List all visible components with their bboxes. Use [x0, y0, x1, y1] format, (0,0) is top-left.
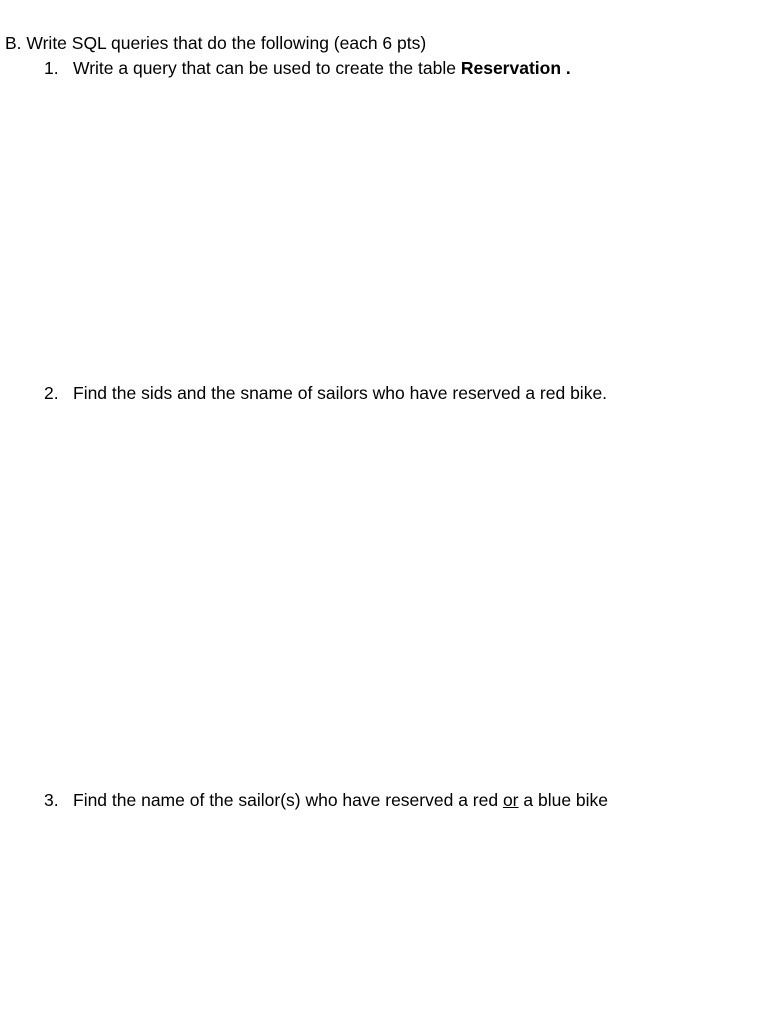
question-1 [44, 60, 571, 78]
question-3-text-end: a blue bike [518, 790, 609, 810]
question-2-number: 2. [44, 383, 59, 403]
section-heading: B. Write SQL queries that do the following (each 6 pts) [5, 33, 427, 53]
question-3 [44, 792, 608, 810]
question-3-number: 3. [44, 790, 59, 810]
question-1-number: 1. [44, 58, 59, 78]
question-2-text: Find the sids and the sname of sailors who have reserved a red bike. [73, 383, 608, 403]
question-3-text-start: Find the name of the sailor(s) who have reserved a red [73, 790, 503, 810]
question-2 [44, 385, 607, 403]
question-1-table-name: Reservation . [460, 58, 571, 78]
question-1-text: Write a query that can be used to create the table [73, 58, 461, 78]
question-3-underlined-word: or [502, 790, 519, 810]
